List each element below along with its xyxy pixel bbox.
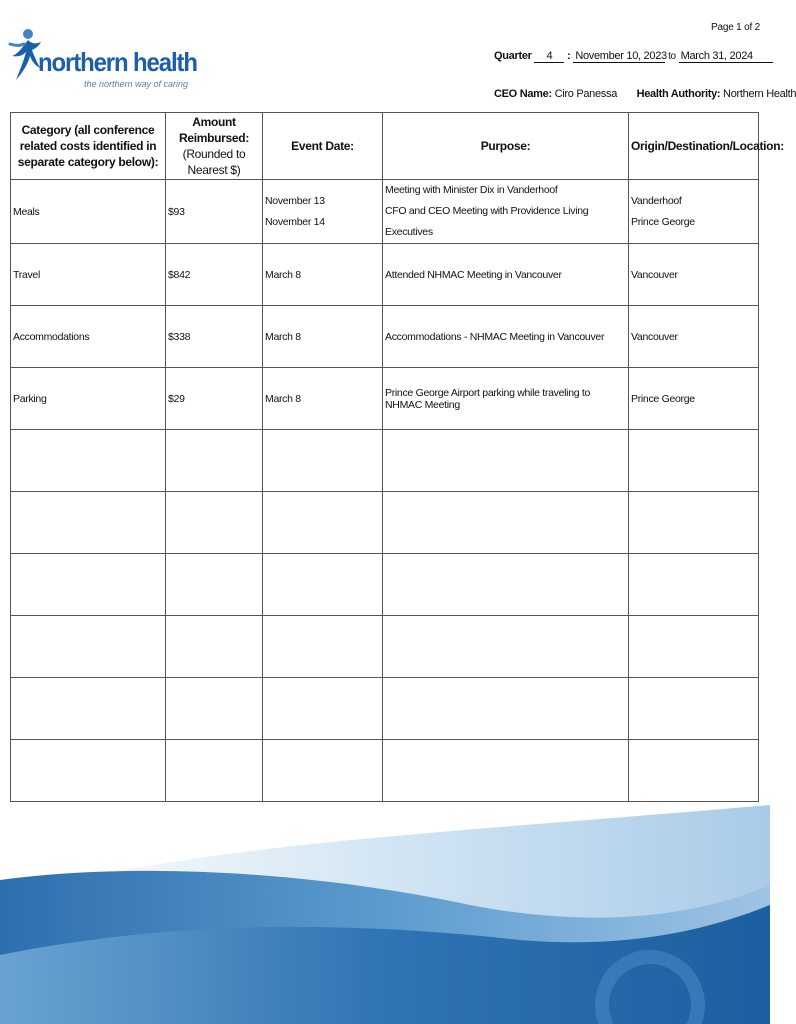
cell-event-date: [263, 180, 383, 244]
empty-cell: [11, 740, 166, 802]
cell-amount: $338: [166, 306, 263, 368]
empty-cell: [11, 430, 166, 492]
empty-cell: [263, 616, 383, 678]
date-line: November 13: [265, 194, 325, 207]
empty-cell: [383, 554, 629, 616]
quarter-line: [494, 50, 773, 63]
to-label: to: [668, 51, 676, 62]
empty-table-row: [11, 554, 759, 616]
header-purpose: Purpose:: [383, 113, 629, 180]
empty-cell: [263, 554, 383, 616]
ceo-value: Ciro Panessa: [554, 88, 618, 100]
northern-health-logo: [8, 22, 197, 94]
empty-cell: [629, 554, 759, 616]
cell-purpose: [383, 180, 629, 244]
quarter-label: Quarter: [494, 50, 532, 62]
header-event-date: Event Date:: [263, 113, 383, 180]
cell-category: Meals: [11, 180, 166, 244]
authority-value: Northern Health: [723, 88, 796, 100]
authority-label: Health Authority:: [636, 88, 721, 100]
northern-health-logo-icon: [8, 22, 42, 84]
empty-cell: [383, 430, 629, 492]
cell-amount: $842: [166, 244, 263, 306]
cell-purpose: Accommodations - NHMAC Meeting in Vancouver: [383, 306, 629, 368]
empty-cell: [166, 678, 263, 740]
cell-location: Vancouver: [629, 306, 759, 368]
empty-cell: [11, 492, 166, 554]
empty-cell: [166, 616, 263, 678]
cell-amount: $93: [166, 180, 263, 244]
ceo-label: CEO Name:: [494, 88, 552, 100]
header-amount-title: Amount Reimbursed:: [178, 114, 250, 145]
cell-event-date: March 8: [263, 306, 383, 368]
cell-location: Prince George: [629, 368, 759, 430]
empty-cell: [263, 678, 383, 740]
header-amount: [166, 113, 263, 180]
empty-cell: [383, 678, 629, 740]
empty-table-row: [11, 616, 759, 678]
cell-event-date: March 8: [263, 368, 383, 430]
cell-event-date: March 8: [263, 244, 383, 306]
cell-location: [629, 180, 759, 244]
empty-cell: [263, 492, 383, 554]
empty-cell: [166, 430, 263, 492]
location-line: Vanderhoof: [631, 194, 682, 207]
header-category: Category (all conference related costs identified in separate category below):: [11, 113, 166, 180]
date-from: November 10, 2023: [575, 50, 667, 62]
purpose-line: Meeting with Minister Dix in Vanderhoof: [385, 184, 558, 196]
ceo-line: [494, 88, 796, 100]
cell-category: Travel: [11, 244, 166, 306]
table-row: [11, 368, 759, 430]
logo-tagline: the northern way of caring: [84, 79, 189, 89]
expense-table: [10, 112, 784, 802]
empty-cell: [383, 616, 629, 678]
page-number: Page 1 of 2: [711, 22, 760, 33]
empty-cell: [629, 740, 759, 802]
empty-cell: [629, 678, 759, 740]
empty-cell: [383, 492, 629, 554]
cell-location: Vancouver: [629, 244, 759, 306]
table-row: [11, 244, 759, 306]
purpose-line: CFO and CEO Meeting with Providence Living Executives: [385, 205, 589, 238]
cell-amount: $29: [166, 368, 263, 430]
empty-cell: [383, 740, 629, 802]
empty-cell: [263, 740, 383, 802]
cell-category: Accommodations: [11, 306, 166, 368]
table-header-row: [11, 113, 759, 180]
empty-cell: [11, 678, 166, 740]
cell-purpose: Attended NHMAC Meeting in Vancouver: [383, 244, 629, 306]
empty-cell: [629, 492, 759, 554]
location-line: Prince George: [631, 215, 695, 228]
quarter-value: 4: [534, 50, 564, 63]
decorative-wave-graphic: [0, 805, 770, 1024]
empty-cell: [263, 430, 383, 492]
empty-cell: [166, 554, 263, 616]
empty-cell: [629, 430, 759, 492]
empty-table-row: [11, 740, 759, 802]
date-to: March 31, 2024: [679, 50, 773, 63]
empty-table-row: [11, 678, 759, 740]
table-row: [11, 306, 759, 368]
cell-purpose: Prince George Airport parking while traveling to NHMAC Meeting: [383, 368, 629, 430]
header-amount-sub: (Rounded to Nearest $): [182, 147, 246, 178]
logo-wordmark: northern health: [38, 47, 197, 77]
date-line: November 14: [265, 215, 325, 228]
empty-table-row: [11, 430, 759, 492]
empty-table-row: [11, 492, 759, 554]
empty-cell: [11, 554, 166, 616]
quarter-colon: :: [567, 50, 571, 62]
empty-cell: [166, 492, 263, 554]
cell-category: Parking: [11, 368, 166, 430]
header-location: Origin/Destination/Location:: [629, 113, 759, 180]
empty-rows: [11, 430, 759, 802]
table-row: [11, 180, 759, 244]
empty-cell: [629, 616, 759, 678]
empty-cell: [166, 740, 263, 802]
empty-cell: [11, 616, 166, 678]
